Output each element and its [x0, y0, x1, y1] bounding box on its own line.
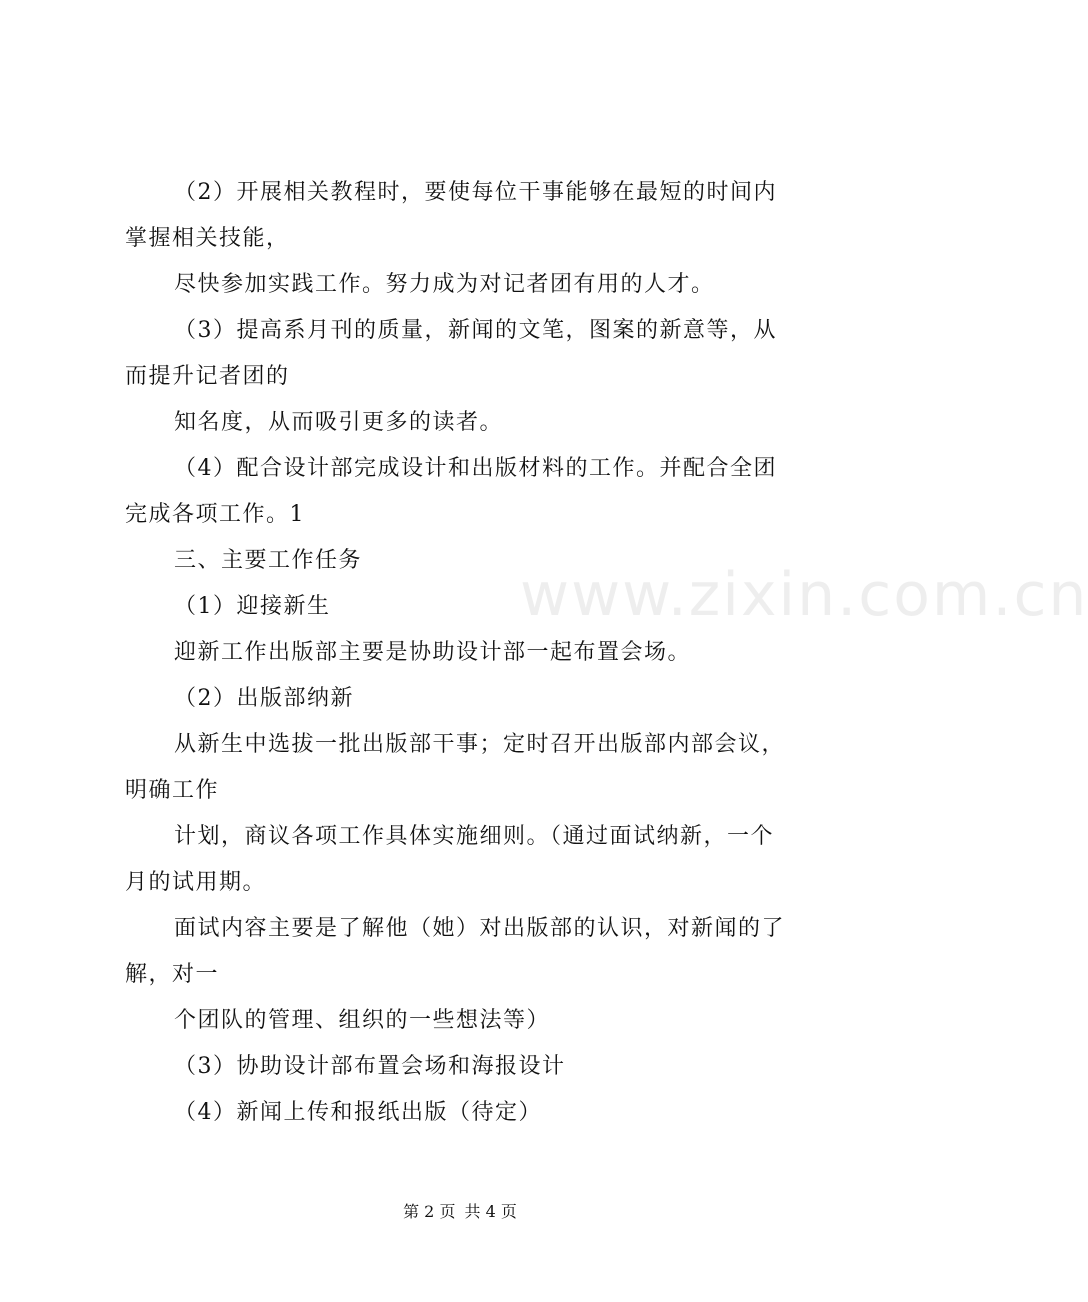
- body-line: 掌握相关技能，: [125, 226, 290, 251]
- page-number: 第 2 页: [403, 1202, 456, 1221]
- body-line: 尽快参加实践工作。努力成为对记者团有用的人才。: [174, 272, 715, 297]
- body-line: 明确工作: [125, 778, 220, 803]
- body-line: （4）新闻上传和报纸出版（待定）: [174, 1100, 542, 1125]
- body-line: （3）协助设计部布置会场和海报设计: [174, 1054, 566, 1079]
- body-line: 面试内容主要是了解他（她）对出版部的认识，对新闻的了: [174, 916, 786, 941]
- section-heading: 三、主要工作任务: [174, 548, 363, 573]
- body-line: 个团队的管理、组织的一些想法等）: [174, 1008, 551, 1033]
- body-line: （1）迎接新生: [174, 594, 331, 619]
- watermark: www.zixin.com.cn: [520, 560, 1088, 630]
- body-line: 解，对一: [125, 962, 220, 987]
- body-line: 知名度，从而吸引更多的读者。: [174, 410, 504, 435]
- body-line: 从新生中选拔一批出版部干事；定时召开出版部内部会议，: [174, 732, 786, 757]
- body-line: （2）开展相关教程时，要使每位干事能够在最短的时间内: [174, 180, 777, 205]
- body-line: 月的试用期。: [125, 870, 267, 895]
- body-line: （4）配合设计部完成设计和出版材料的工作。并配合全团: [174, 456, 777, 481]
- body-line: 计划，商议各项工作具体实施细则。（通过面试纳新，一个: [174, 824, 775, 849]
- body-line: （3）提高系月刊的质量，新闻的文笔，图案的新意等，从: [174, 318, 777, 343]
- page-footer: [0, 1200, 920, 1224]
- body-line: 迎新工作出版部主要是协助设计部一起布置会场。: [174, 640, 692, 665]
- body-line: （2）出版部纳新: [174, 686, 354, 711]
- body-line: 完成各项工作。1: [125, 502, 305, 527]
- page-total: 共 4 页: [464, 1202, 517, 1221]
- body-line: 而提升记者团的: [125, 364, 290, 389]
